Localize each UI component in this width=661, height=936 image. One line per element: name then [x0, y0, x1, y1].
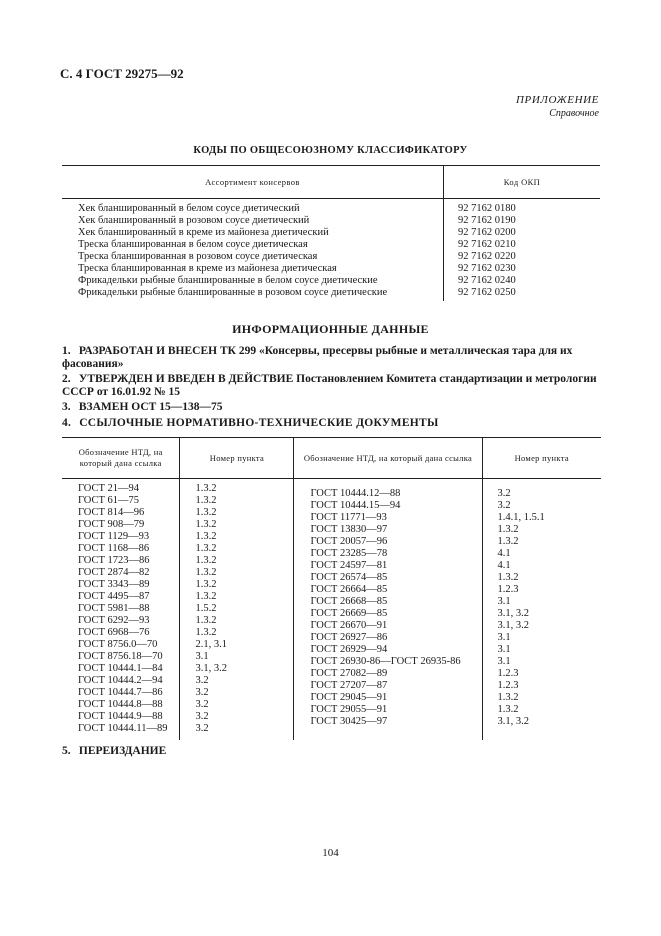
classifier-table: [62, 165, 600, 301]
ref-doc: ГОСТ 1723—86: [78, 555, 150, 566]
ref-item: 1.3.2: [497, 524, 519, 535]
ref-item: 3.1, 3.2: [497, 716, 529, 727]
ref-doc: ГОСТ 2874—82: [78, 567, 150, 578]
ref-item: 1.3.2: [195, 495, 217, 506]
ref-item: 1.3.2: [195, 627, 217, 638]
classifier-row-code: 92 7162 0250: [458, 287, 516, 298]
refs-header-item-right: Номер пункта: [482, 438, 601, 479]
ref-doc: ГОСТ 6292—93: [78, 615, 150, 626]
ref-item: 1.2.3: [497, 584, 519, 595]
ref-doc: ГОСТ 10444.11—89: [78, 723, 168, 734]
ref-item: 3.2: [195, 675, 209, 686]
ref-item: 1.3.2: [497, 704, 519, 715]
classifier-row-name: Треска бланшированная в креме из майонеза диетическая: [78, 263, 337, 274]
classifier-title: КОДЫ ПО ОБЩЕСОЮЗНОМУ КЛАССИФИКАТОРУ: [193, 145, 468, 156]
ref-item: 1.3.2: [195, 519, 217, 530]
ref-item: 2.1, 3.1: [195, 639, 227, 650]
ref-doc: ГОСТ 1168—86: [78, 543, 150, 554]
ref-item: 3.2: [195, 723, 209, 734]
classifier-row-name: Треска бланшированная в розовом соусе диетическая: [78, 251, 318, 262]
classifier-row-name: Хек бланшированный в креме из майонеза диетический: [78, 227, 329, 238]
ref-doc: ГОСТ 20057—96: [310, 536, 388, 547]
classifier-row-name: Хек бланшированный в белом соусе диетический: [78, 203, 300, 214]
info-title: ИНФОРМАЦИОННЫЕ ДАННЫЕ: [232, 322, 429, 336]
ref-item: 3.2: [195, 711, 209, 722]
refs-right-items: [498, 488, 602, 728]
ref-doc: ГОСТ 26929—94: [310, 644, 388, 655]
ref-doc: ГОСТ 29055—91: [310, 704, 388, 715]
ref-item: 1.2.3: [497, 668, 519, 679]
ref-item: 1.3.2: [195, 507, 217, 518]
info-item-number: 1.: [62, 345, 71, 357]
classifier-row-code: 92 7162 0220: [458, 251, 516, 262]
info-item-number: 4.: [62, 417, 72, 429]
ref-doc: ГОСТ 10444.12—88: [310, 488, 401, 499]
ref-item: 4.1: [497, 560, 511, 571]
classifier-row-code: 92 7162 0210: [458, 239, 516, 250]
ref-item: 3.1: [497, 656, 511, 667]
info-item-number: 3.: [62, 401, 71, 413]
page-header: С. 4 ГОСТ 29275—92: [60, 66, 184, 81]
ref-item: 1.4.1, 1.5.1: [497, 512, 545, 523]
classifier-row-code: 92 7162 0230: [458, 263, 516, 274]
ref-item: 3.1, 3.2: [497, 608, 529, 619]
ref-doc: ГОСТ 3343—89: [78, 579, 150, 590]
ref-doc: ГОСТ 26574—85: [310, 572, 388, 583]
references-table: [62, 437, 601, 740]
ref-doc: ГОСТ 1129—93: [78, 531, 150, 542]
page-number: 104: [322, 847, 339, 859]
classifier-header-assortment: Ассортимент консервов: [62, 166, 444, 199]
ref-doc: ГОСТ 4495—87: [78, 591, 150, 602]
info-item-text: РАЗРАБОТАН И ВНЕСЕН ТК 299 «Консервы, пресервы рыбные и металлическая тара для их: [78, 345, 573, 357]
ref-doc: ГОСТ 8756.18—70: [78, 651, 163, 662]
classifier-row-code: 92 7162 0200: [458, 227, 516, 238]
appendix-label: [516, 94, 599, 120]
ref-doc: ГОСТ 908—79: [78, 519, 145, 530]
ref-item: 1.3.2: [195, 591, 217, 602]
ref-item: 1.3.2: [195, 543, 217, 554]
ref-doc: ГОСТ 6968—76: [78, 627, 150, 638]
ref-doc: ГОСТ 27082—89: [310, 668, 388, 679]
refs-header-doc-left: Обозначение НТД, на который дана ссылка: [62, 438, 180, 479]
classifier-codes: [458, 203, 599, 299]
ref-item: 3.2: [195, 699, 209, 710]
classifier-row-name: Фрикадельки рыбные бланшированные в розовом соусе диетические: [78, 287, 388, 298]
ref-item: 1.3.2: [195, 579, 217, 590]
ref-doc: ГОСТ 21—94: [78, 483, 140, 494]
info-item-1: [62, 345, 602, 371]
ref-item: 1.3.2: [195, 555, 217, 566]
ref-doc: ГОСТ 11771—93: [310, 512, 387, 523]
ref-item: 1.2.3: [497, 680, 519, 691]
classifier-header-code: Код ОКП: [444, 166, 601, 199]
ref-item: 1.3.2: [497, 692, 519, 703]
ref-item: 4.1: [497, 548, 511, 559]
ref-doc: ГОСТ 27207—87: [310, 680, 388, 691]
classifier-names: [78, 203, 442, 299]
ref-doc: ГОСТ 23285—78: [310, 548, 388, 559]
ref-doc: ГОСТ 10444.1—84: [78, 663, 163, 674]
info-item-text: ВЗАМЕН ОСТ 15—138—75: [78, 401, 223, 413]
ref-item: 1.3.2: [195, 483, 217, 494]
appendix-subtitle: Справочное: [549, 108, 599, 119]
ref-doc: ГОСТ 5981—88: [78, 603, 150, 614]
refs-left-items: [195, 483, 293, 735]
info-item-text-cont: фасования»: [62, 358, 124, 370]
info-item-number: 5.: [62, 745, 71, 757]
appendix-title: ПРИЛОЖЕНИЕ: [516, 94, 599, 106]
info-item-5: [62, 745, 602, 758]
info-item-text: ПЕРЕИЗДАНИЕ: [78, 745, 167, 757]
ref-item: 1.3.2: [195, 615, 217, 626]
ref-item: 1.3.2: [195, 567, 217, 578]
ref-item: 3.1: [497, 596, 511, 607]
info-item-text-cont: СССР от 16.01.92 № 15: [62, 386, 180, 398]
classifier-row-code: 92 7162 0180: [458, 203, 516, 214]
ref-doc: ГОСТ 26930-86—ГОСТ 26935-86: [310, 656, 461, 667]
info-item-4: [62, 417, 602, 430]
ref-doc: ГОСТ 30425—97: [310, 716, 388, 727]
classifier-row-name: Фрикадельки рыбные бланшированные в белом соусе диетические: [78, 275, 378, 286]
ref-doc: ГОСТ 10444.8—88: [78, 699, 163, 710]
ref-doc: ГОСТ 8756.0—70: [78, 639, 158, 650]
ref-item: 3.1, 3.2: [195, 663, 227, 674]
refs-header-item-left: Номер пункта: [180, 438, 294, 479]
ref-doc: ГОСТ 13830—97: [310, 524, 388, 535]
ref-doc: ГОСТ 814—96: [78, 507, 145, 518]
ref-item: 1.3.2: [497, 536, 519, 547]
ref-item: 3.1, 3.2: [497, 620, 529, 631]
info-item-text: УТВЕРЖДЕН И ВВЕДЕН В ДЕЙСТВИЕ Постановлением Комитета стандартизации и метрологии: [78, 373, 597, 385]
ref-item: 3.1: [195, 651, 209, 662]
ref-doc: ГОСТ 26669—85: [310, 608, 388, 619]
ref-doc: ГОСТ 10444.15—94: [310, 500, 401, 511]
info-item-text: ССЫЛОЧНЫЕ НОРМАТИВНО-ТЕХНИЧЕСКИЕ ДОКУМЕНТЫ: [79, 417, 439, 429]
refs-left-docs: [78, 483, 179, 735]
ref-doc: ГОСТ 26664—85: [310, 584, 388, 595]
ref-item: 3.2: [195, 687, 209, 698]
classifier-row-name: Хек бланшированный в розовом соусе диетический: [78, 215, 310, 226]
ref-doc: ГОСТ 24597—81: [310, 560, 388, 571]
ref-item: 3.2: [497, 488, 511, 499]
ref-item: 3.2: [497, 500, 511, 511]
refs-right-docs: [310, 488, 481, 728]
ref-doc: ГОСТ 26670—91: [310, 620, 388, 631]
ref-doc: ГОСТ 26668—85: [310, 596, 388, 607]
classifier-row-code: 92 7162 0240: [458, 275, 516, 286]
info-item-number: 2.: [62, 373, 71, 385]
ref-doc: ГОСТ 10444.9—88: [78, 711, 163, 722]
ref-item: 3.1: [497, 644, 511, 655]
refs-header-doc-right: Обозначение НТД, на который дана ссылка: [294, 438, 482, 479]
info-item-2: [62, 373, 602, 399]
ref-doc: ГОСТ 61—75: [78, 495, 140, 506]
info-item-3: [62, 401, 602, 414]
ref-item: 3.1: [497, 632, 511, 643]
ref-item: 1.5.2: [195, 603, 217, 614]
ref-doc: ГОСТ 29045—91: [310, 692, 388, 703]
ref-item: 1.3.2: [497, 572, 519, 583]
ref-item: 1.3.2: [195, 531, 217, 542]
ref-doc: ГОСТ 10444.7—86: [78, 687, 163, 698]
classifier-row-name: Треска бланшированная в белом соусе диетическая: [78, 239, 308, 250]
ref-doc: ГОСТ 26927—86: [310, 632, 388, 643]
classifier-row-code: 92 7162 0190: [458, 215, 516, 226]
ref-doc: ГОСТ 10444.2—94: [78, 675, 163, 686]
